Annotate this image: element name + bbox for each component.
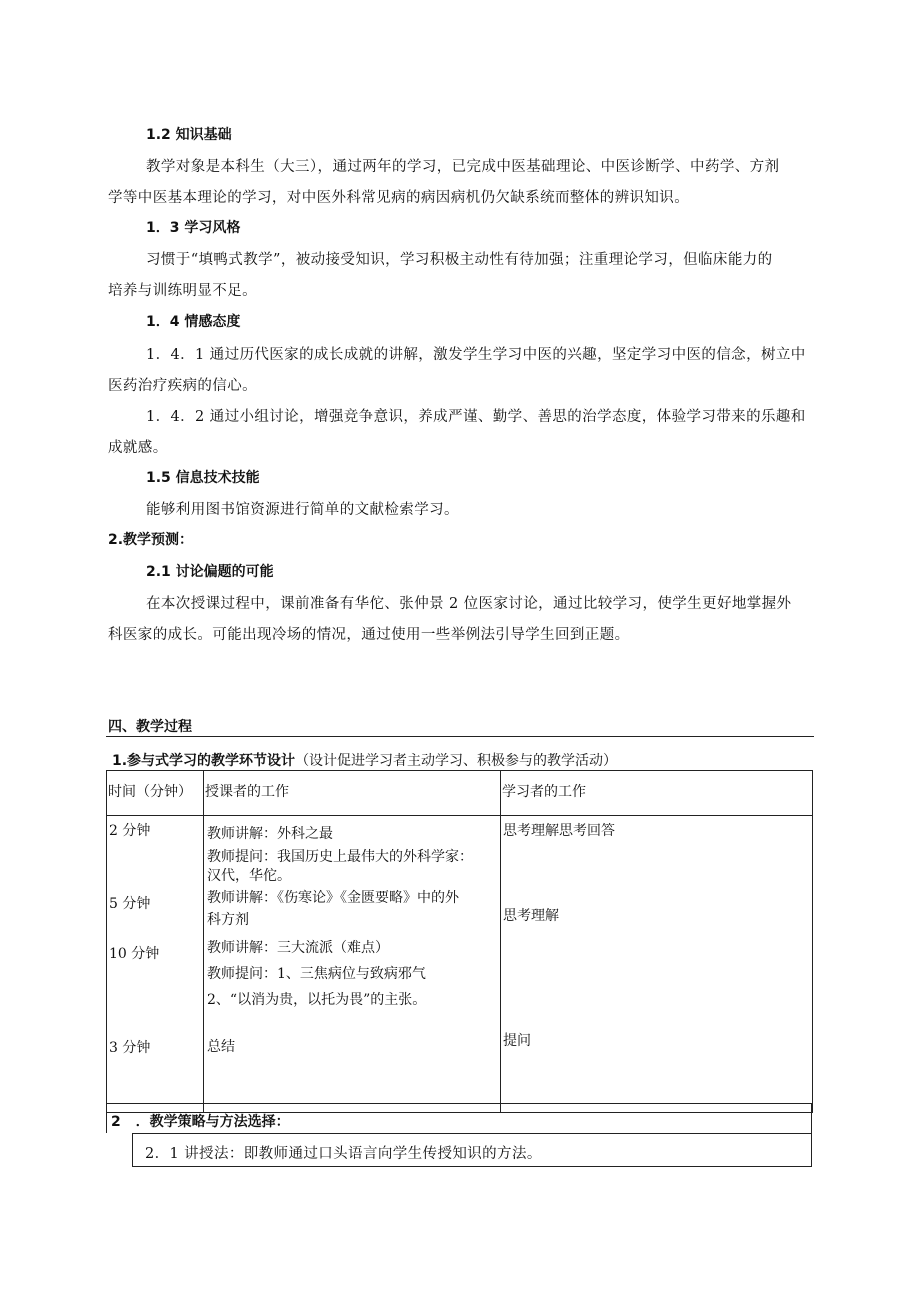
teacher-cell (204, 816, 501, 1113)
teacher-entry: 教师讲解：外科之最 (207, 826, 333, 842)
strategy-title-box (106, 1103, 812, 1133)
teacher-entry: 教师提问：1、三焦病位与致病邪气 (207, 966, 426, 982)
time-cell (107, 816, 204, 1113)
paragraph-1-2-line-2: 学等中医基本理论的学习，对中医外科常见病的病因病机仍欠缺系统而整体的辨识知识。 (108, 190, 690, 206)
paragraph-1-5-line-1: 能够利用图书馆资源进行简单的文献检索学习。 (146, 502, 459, 518)
header-teacher: 授课者的工作 (204, 771, 501, 816)
strategy-title: 2 ．教学策略与方法选择： (111, 1114, 290, 1130)
learner-entry: 提问 (503, 1033, 531, 1049)
teacher-entry: 2、“以消为贵，以托为畏”的主张。 (207, 992, 427, 1008)
paragraph-2-1-line-1: 在本次授课过程中，课前准备有华佗、张仲景 2 位医家讨论，通过比较学习，使学生更好地掌握外 (146, 596, 792, 612)
heading-1-4: 1．4 情感态度 (146, 314, 241, 330)
teacher-entry: 教师提问：我国历史上最伟大的外科学家： (207, 849, 473, 865)
paragraph-2-1-line-2: 科医家的成长。可能出现冷场的情况，通过使用一些举例法引导学生回到正题。 (108, 627, 630, 643)
paragraph-1-3-line-1: 习惯于“填鸭式教学”，被动接受知识，学习积极主动性有待加强；注重理论学习，但临床能力的 (146, 252, 773, 268)
section-divider (106, 736, 814, 737)
paragraph-1-4-1-line-1: 1．4．1 通过历代医家的成长成就的讲解，激发学生学习中医的兴趣，坚定学习中医的信念，树立中 (146, 347, 806, 363)
heading-2: 2.教学预测： (108, 532, 194, 548)
heading-1-3: 1．3 学习风格 (146, 220, 241, 236)
time-entry: 10 分钟 (109, 946, 160, 962)
heading-1-2: 1.2 知识基础 (146, 127, 232, 143)
heading-2-1: 2.1 讨论偏题的可能 (146, 564, 274, 580)
learner-cell (501, 816, 813, 1113)
paragraph-1-4-2-line-1: 1．4．2 通过小组讨论，增强竞争意识，养成严谨、勤学、善思的治学态度，体验学习带来的乐趣和 (146, 409, 806, 425)
time-entry: 2 分钟 (109, 823, 151, 839)
time-entry: 5 分钟 (109, 896, 151, 912)
part-4-title: 四、教学过程 (108, 719, 192, 735)
design-note: （设计促进学习者主动学习、积极参与的教学活动） (295, 753, 618, 769)
time-entry: 3 分钟 (109, 1040, 151, 1056)
teacher-entry: 教师讲解：三大流派（难点） (207, 940, 389, 956)
teacher-entry: 科方剂 (207, 912, 249, 928)
paragraph-1-2-line-1: 教学对象是本科生（大三），通过两年的学习，已完成中医基础理论、中医诊断学、中药学、方剂 (146, 159, 780, 175)
header-learner: 学习者的工作 (501, 771, 813, 816)
teaching-process-table (106, 770, 813, 1113)
design-title: 1.参与式学习的教学环节设计 (112, 753, 296, 769)
heading-1-5: 1.5 信息技术技能 (146, 470, 260, 486)
header-time: 时间（分钟） (107, 771, 204, 816)
paragraph-1-4-1-line-2: 医药治疗疾病的信心。 (108, 378, 257, 394)
table-row (107, 816, 813, 1113)
teacher-entry: 总结 (207, 1039, 235, 1055)
teacher-entry: 教师讲解：《伤寒论》《金匮要略》中的外 (207, 890, 459, 906)
strategy-item-box (132, 1133, 812, 1167)
table-header-row (107, 771, 813, 816)
paragraph-1-3-line-2: 培养与训练明显不足。 (108, 283, 257, 299)
learner-entry: 思考理解 (503, 908, 559, 924)
strategy-item-1: 2．1 讲授法：即教师通过口头语言向学生传授知识的方法。 (145, 1146, 542, 1162)
design-title-line (112, 750, 617, 770)
teacher-entry: 汉代，华佗。 (207, 868, 291, 884)
paragraph-1-4-2-line-2: 成就感。 (108, 440, 168, 456)
learner-entry: 思考理解思考回答 (503, 823, 615, 839)
